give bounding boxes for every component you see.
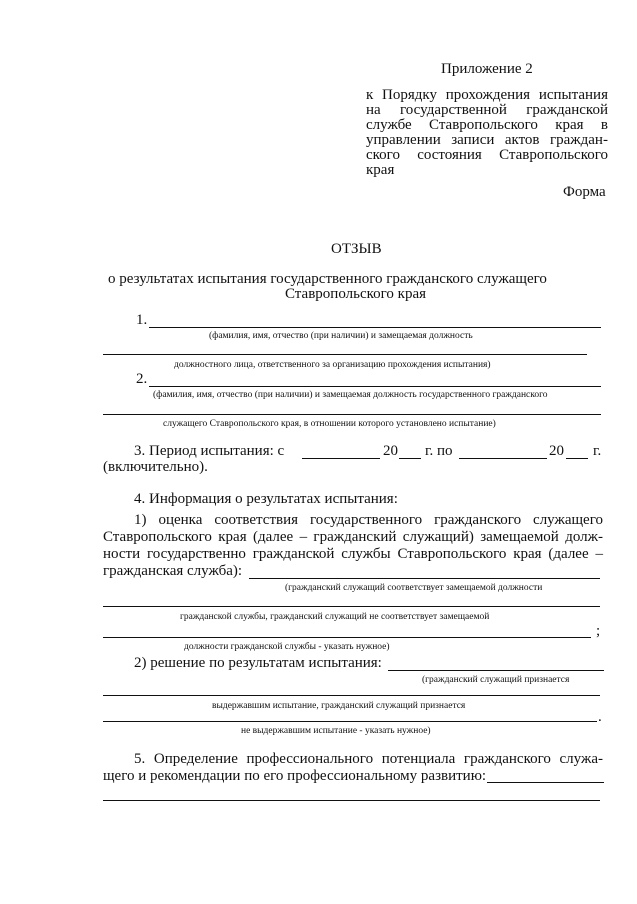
item4-period: .	[598, 709, 602, 725]
item4-caption-1: (гражданский служащий соответствует замещаемой должности	[285, 583, 543, 593]
item3-start-year-field[interactable]	[399, 458, 421, 459]
item3-start-date-field[interactable]	[302, 458, 380, 459]
item4-caption-4: (гражданский служащий признается	[422, 675, 570, 685]
header-line-1: к Порядку прохождения испытания	[366, 87, 608, 103]
item3-year-prefix-2: 20	[549, 443, 564, 459]
item1-field-line-2[interactable]	[103, 354, 587, 355]
item5-line-2: щего и рекомендации по его профессиональному развитию:	[103, 768, 487, 784]
header-line-6: края	[366, 162, 395, 178]
item2-field-line-2[interactable]	[103, 414, 601, 415]
item2-caption-2: служащего Ставропольского края, в отношении которого установлено испытание)	[163, 419, 496, 429]
item4-caption-3: должности гражданской службы - указать нужное)	[184, 642, 390, 652]
item3-end-year-field[interactable]	[566, 458, 588, 459]
item3-to-label: г. по	[425, 443, 453, 459]
header-line-5: ского состояния Ставропольского	[366, 147, 608, 163]
item2-field-line-1[interactable]	[149, 386, 601, 387]
header-line-2: на государственной гражданской	[366, 102, 608, 118]
item4-assessment-field-2[interactable]	[103, 606, 600, 607]
form-label: Форма	[563, 184, 606, 200]
item5-recommendations-field-2[interactable]	[103, 800, 600, 801]
item3-end-date-field[interactable]	[459, 458, 547, 459]
header-line-3: службе Ставропольского края в	[366, 117, 608, 133]
item2-number: 2.	[136, 371, 148, 387]
subtitle-line-2: Ставропольского края	[285, 286, 426, 302]
item4-assessment-field-3[interactable]	[103, 637, 591, 638]
item4-p1-line-4: гражданская служба):	[103, 563, 243, 579]
item1-caption-1: (фамилия, имя, отчество (при наличии) и замещаемая должность	[209, 331, 473, 341]
item4-caption-6: не выдержавшим испытание - указать нужное)	[241, 726, 431, 736]
item2-caption-1: (фамилия, имя, отчество (при наличии) и замещаемая должность государственного гражданского	[153, 390, 548, 400]
item3-inclusive: (включительно).	[103, 459, 208, 475]
item5-recommendations-field-1[interactable]	[487, 782, 604, 783]
item3-year-suffix: г.	[593, 443, 602, 459]
header-line-4: управлении записи актов граждан-	[366, 132, 608, 148]
page-title: ОТЗЫВ	[331, 241, 382, 257]
item4-semicolon: ;	[596, 623, 601, 639]
item4-assessment-field-1[interactable]	[249, 578, 600, 579]
item4-caption-5: выдержавшим испытание, гражданский служащий признается	[212, 701, 466, 711]
item4-heading: 4. Информация о результатах испытания:	[134, 491, 398, 507]
item3-year-prefix-1: 20	[383, 443, 398, 459]
item4-caption-2: гражданской службы, гражданский служащий не соответствует замещаемой	[180, 612, 490, 622]
item4-p1-line-3: ности государственно гражданской службы Ставропольского края (далее –	[103, 546, 603, 562]
item4-p1-line-1: 1) оценка соответствия государственного гражданского служащего	[134, 512, 603, 528]
subtitle-line-1: о результатах испытания государственного гражданского служащего	[108, 271, 547, 287]
item1-caption-2: должностного лица, ответственного за организацию прохождения испытания)	[174, 360, 491, 370]
item1-number: 1.	[136, 312, 148, 328]
item4-decision-field-3[interactable]	[103, 721, 597, 722]
item4-decision-label: 2) решение по результатам испытания:	[134, 655, 382, 671]
item1-field-line-1[interactable]	[149, 327, 601, 328]
item3-period-label: 3. Период испытания: с	[134, 443, 285, 459]
item4-decision-field-1[interactable]	[388, 670, 604, 671]
item4-p1-line-2: Ставропольского края (далее – гражданский служащий) замещаемой долж-	[103, 529, 603, 545]
item5-line-1: 5. Определение профессионального потенциала гражданского служа-	[134, 751, 603, 767]
item4-decision-field-2[interactable]	[103, 695, 600, 696]
appendix-number: Приложение 2	[441, 61, 533, 77]
